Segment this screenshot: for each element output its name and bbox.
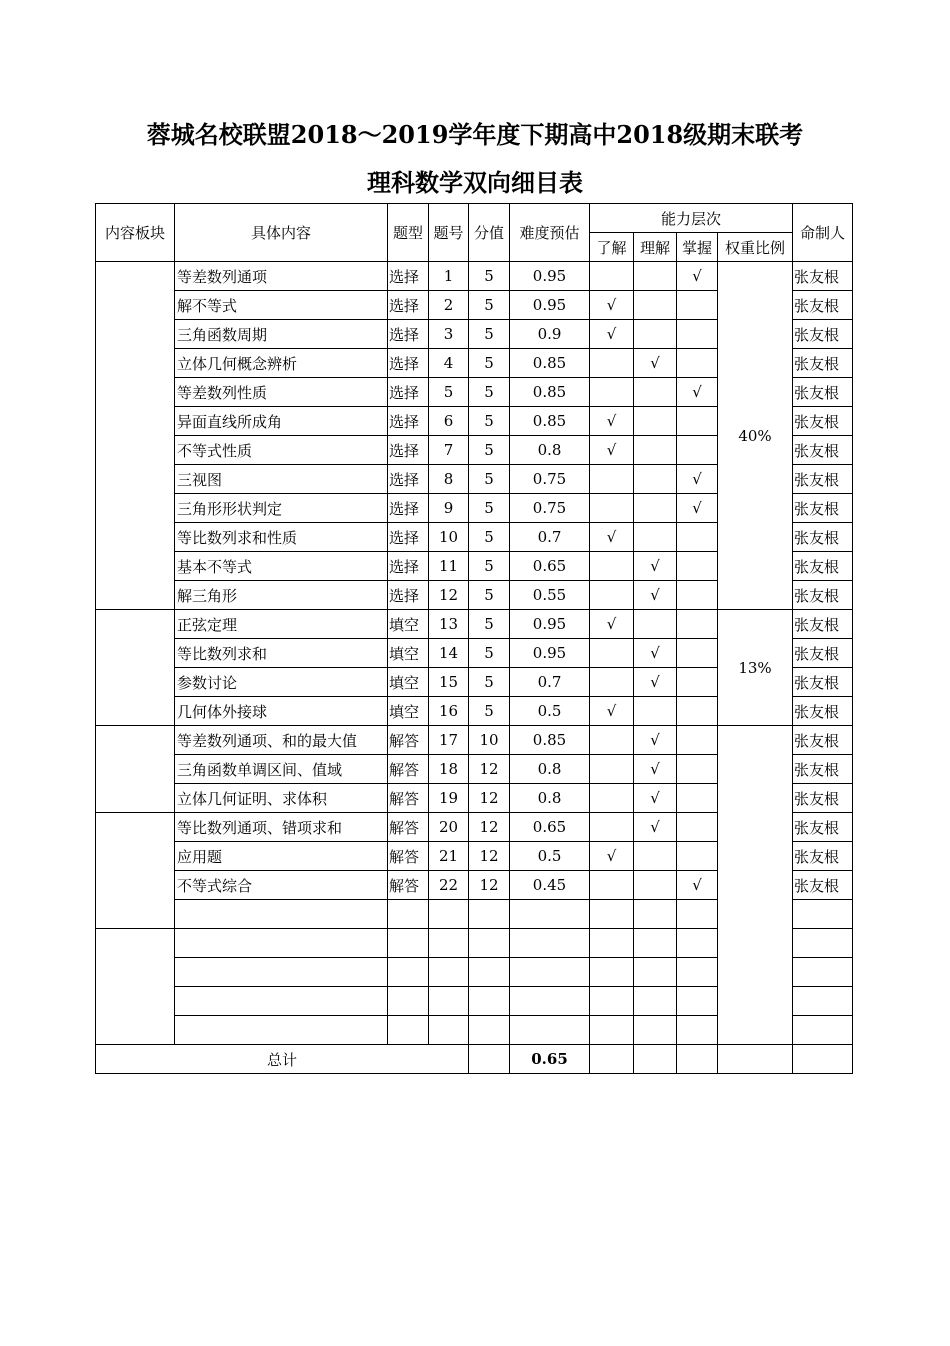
type-cell (388, 900, 429, 929)
master-cell (677, 900, 718, 929)
understand-basic-cell (590, 1016, 634, 1045)
difficulty-cell: 0.85 (510, 378, 590, 407)
understand-basic-cell: √ (590, 523, 634, 552)
understand-basic-cell (590, 726, 634, 755)
content-cell (175, 1016, 388, 1045)
author-cell: 张友根 (793, 813, 853, 842)
author-cell: 张友根 (793, 349, 853, 378)
difficulty-cell: 0.95 (510, 262, 590, 291)
difficulty-cell (510, 987, 590, 1016)
content-cell (175, 900, 388, 929)
type-cell: 选择 (388, 436, 429, 465)
type-cell: 选择 (388, 581, 429, 610)
difficulty-cell: 0.5 (510, 697, 590, 726)
understand-basic-cell (590, 552, 634, 581)
comprehend-cell (634, 262, 677, 291)
master-cell (677, 436, 718, 465)
master-cell (677, 407, 718, 436)
content-cell: 正弦定理 (175, 610, 388, 639)
understand-basic-cell: √ (590, 697, 634, 726)
author-cell: 张友根 (793, 552, 853, 581)
type-cell: 解答 (388, 726, 429, 755)
difficulty-cell: 0.95 (510, 610, 590, 639)
comprehend-cell: √ (634, 726, 677, 755)
comprehend-cell: √ (634, 784, 677, 813)
score-cell: 5 (469, 465, 510, 494)
header-understand-basic: 了解 (590, 233, 634, 262)
comprehend-cell (634, 697, 677, 726)
difficulty-cell (510, 958, 590, 987)
score-cell: 5 (469, 494, 510, 523)
content-cell: 三视图 (175, 465, 388, 494)
type-cell (388, 987, 429, 1016)
type-cell: 填空 (388, 697, 429, 726)
understand-basic-cell: √ (590, 407, 634, 436)
master-cell (677, 668, 718, 697)
total-blank-cell (677, 1045, 718, 1074)
author-cell: 张友根 (793, 262, 853, 291)
author-cell: 张友根 (793, 610, 853, 639)
master-cell (677, 958, 718, 987)
header-section: 内容板块 (96, 204, 175, 262)
section-cell (96, 813, 175, 929)
number-cell: 5 (429, 378, 469, 407)
comprehend-cell: √ (634, 349, 677, 378)
author-cell: 张友根 (793, 726, 853, 755)
master-cell: √ (677, 871, 718, 900)
difficulty-cell: 0.85 (510, 349, 590, 378)
comprehend-cell: √ (634, 639, 677, 668)
author-cell: 张友根 (793, 494, 853, 523)
author-cell: 张友根 (793, 581, 853, 610)
author-cell: 张友根 (793, 436, 853, 465)
understand-basic-cell (590, 262, 634, 291)
number-cell (429, 1016, 469, 1045)
type-cell: 解答 (388, 842, 429, 871)
author-cell (793, 1016, 853, 1045)
difficulty-cell: 0.8 (510, 436, 590, 465)
author-cell: 张友根 (793, 465, 853, 494)
difficulty-cell: 0.75 (510, 465, 590, 494)
header-comprehend: 理解 (634, 233, 677, 262)
number-cell: 18 (429, 755, 469, 784)
difficulty-cell: 0.5 (510, 842, 590, 871)
understand-basic-cell (590, 668, 634, 697)
content-cell (175, 929, 388, 958)
number-cell: 6 (429, 407, 469, 436)
master-cell: √ (677, 378, 718, 407)
type-cell (388, 958, 429, 987)
score-cell: 5 (469, 436, 510, 465)
score-cell: 12 (469, 784, 510, 813)
difficulty-cell: 0.8 (510, 755, 590, 784)
author-cell (793, 929, 853, 958)
score-cell: 5 (469, 639, 510, 668)
understand-basic-cell (590, 813, 634, 842)
score-cell: 5 (469, 378, 510, 407)
number-cell (429, 987, 469, 1016)
understand-basic-cell (590, 639, 634, 668)
content-cell: 参数讨论 (175, 668, 388, 697)
content-cell: 立体几何概念辨析 (175, 349, 388, 378)
author-cell: 张友根 (793, 639, 853, 668)
comprehend-cell (634, 871, 677, 900)
understand-basic-cell: √ (590, 320, 634, 349)
comprehend-cell (634, 987, 677, 1016)
weight-cell (718, 726, 793, 1045)
understand-basic-cell (590, 958, 634, 987)
header-ability: 能力层次 (590, 204, 793, 233)
total-label: 总计 (96, 1045, 469, 1074)
understand-basic-cell (590, 494, 634, 523)
document-subtitle: 理科数学双向细目表 (367, 168, 583, 197)
score-cell: 5 (469, 581, 510, 610)
header-content: 具体内容 (175, 204, 388, 262)
comprehend-cell (634, 900, 677, 929)
header-difficulty: 难度预估 (510, 204, 590, 262)
score-cell: 10 (469, 726, 510, 755)
understand-basic-cell (590, 465, 634, 494)
comprehend-cell (634, 1016, 677, 1045)
number-cell: 21 (429, 842, 469, 871)
master-cell: √ (677, 465, 718, 494)
content-cell: 等比数列求和 (175, 639, 388, 668)
difficulty-cell: 0.65 (510, 552, 590, 581)
understand-basic-cell (590, 349, 634, 378)
author-cell: 张友根 (793, 697, 853, 726)
weight-cell: 13% (718, 610, 793, 726)
comprehend-cell (634, 610, 677, 639)
difficulty-cell: 0.95 (510, 291, 590, 320)
number-cell: 8 (429, 465, 469, 494)
author-cell (793, 900, 853, 929)
score-cell: 5 (469, 610, 510, 639)
master-cell (677, 349, 718, 378)
master-cell (677, 755, 718, 784)
score-cell (469, 958, 510, 987)
comprehend-cell (634, 523, 677, 552)
score-cell: 5 (469, 349, 510, 378)
difficulty-cell: 0.45 (510, 871, 590, 900)
author-cell: 张友根 (793, 378, 853, 407)
understand-basic-cell (590, 581, 634, 610)
number-cell: 15 (429, 668, 469, 697)
content-cell: 解不等式 (175, 291, 388, 320)
comprehend-cell: √ (634, 552, 677, 581)
score-cell (469, 1016, 510, 1045)
master-cell (677, 639, 718, 668)
type-cell: 选择 (388, 320, 429, 349)
type-cell: 选择 (388, 523, 429, 552)
score-cell (469, 929, 510, 958)
author-cell: 张友根 (793, 755, 853, 784)
score-cell: 12 (469, 842, 510, 871)
content-cell: 三角函数单调区间、值域 (175, 755, 388, 784)
specification-table (95, 203, 853, 1074)
section-cell (96, 262, 175, 610)
type-cell: 解答 (388, 755, 429, 784)
comprehend-cell: √ (634, 813, 677, 842)
type-cell: 填空 (388, 639, 429, 668)
understand-basic-cell (590, 784, 634, 813)
total-row (96, 1045, 853, 1074)
header-type: 题型 (388, 204, 429, 262)
difficulty-cell: 0.8 (510, 784, 590, 813)
number-cell: 2 (429, 291, 469, 320)
number-cell: 1 (429, 262, 469, 291)
content-cell: 三角函数周期 (175, 320, 388, 349)
score-cell: 12 (469, 755, 510, 784)
table-row (96, 610, 853, 639)
number-cell: 7 (429, 436, 469, 465)
number-cell: 4 (429, 349, 469, 378)
author-cell: 张友根 (793, 291, 853, 320)
number-cell (429, 900, 469, 929)
difficulty-cell: 0.55 (510, 581, 590, 610)
section-cell (96, 726, 175, 813)
total-blank-cell (590, 1045, 634, 1074)
number-cell: 22 (429, 871, 469, 900)
comprehend-cell (634, 320, 677, 349)
score-cell: 12 (469, 813, 510, 842)
score-cell (469, 987, 510, 1016)
difficulty-cell (510, 929, 590, 958)
type-cell: 选择 (388, 494, 429, 523)
comprehend-cell: √ (634, 755, 677, 784)
content-cell: 等差数列性质 (175, 378, 388, 407)
difficulty-cell: 0.65 (510, 813, 590, 842)
content-cell: 应用题 (175, 842, 388, 871)
type-cell: 解答 (388, 813, 429, 842)
comprehend-cell: √ (634, 668, 677, 697)
number-cell: 14 (429, 639, 469, 668)
master-cell (677, 726, 718, 755)
comprehend-cell (634, 407, 677, 436)
score-cell: 12 (469, 871, 510, 900)
header-master: 掌握 (677, 233, 718, 262)
type-cell: 选择 (388, 378, 429, 407)
understand-basic-cell: √ (590, 842, 634, 871)
author-cell: 张友根 (793, 523, 853, 552)
comprehend-cell (634, 378, 677, 407)
content-cell: 不等式性质 (175, 436, 388, 465)
difficulty-cell: 0.85 (510, 726, 590, 755)
author-cell (793, 987, 853, 1016)
content-cell: 解三角形 (175, 581, 388, 610)
master-cell (677, 813, 718, 842)
author-cell: 张友根 (793, 842, 853, 871)
comprehend-cell (634, 465, 677, 494)
score-cell: 5 (469, 552, 510, 581)
comprehend-cell (634, 929, 677, 958)
type-cell (388, 929, 429, 958)
type-cell: 选择 (388, 552, 429, 581)
content-cell: 基本不等式 (175, 552, 388, 581)
score-cell: 5 (469, 407, 510, 436)
number-cell: 12 (429, 581, 469, 610)
master-cell (677, 320, 718, 349)
number-cell (429, 929, 469, 958)
author-cell: 张友根 (793, 407, 853, 436)
understand-basic-cell (590, 378, 634, 407)
master-cell (677, 697, 718, 726)
score-cell: 5 (469, 320, 510, 349)
master-cell (677, 523, 718, 552)
comprehend-cell: √ (634, 581, 677, 610)
understand-basic-cell (590, 871, 634, 900)
section-cell (96, 929, 175, 1045)
score-cell: 5 (469, 523, 510, 552)
type-cell: 选择 (388, 262, 429, 291)
difficulty-cell (510, 900, 590, 929)
score-cell: 5 (469, 262, 510, 291)
number-cell: 19 (429, 784, 469, 813)
master-cell (677, 1016, 718, 1045)
difficulty-cell: 0.95 (510, 639, 590, 668)
difficulty-cell: 0.7 (510, 668, 590, 697)
master-cell (677, 610, 718, 639)
content-cell: 等差数列通项 (175, 262, 388, 291)
type-cell: 选择 (388, 407, 429, 436)
master-cell (677, 929, 718, 958)
understand-basic-cell (590, 987, 634, 1016)
author-cell (793, 958, 853, 987)
table-row (96, 726, 853, 755)
content-cell: 不等式综合 (175, 871, 388, 900)
total-difficulty: 0.65 (510, 1045, 590, 1074)
content-cell: 等差数列通项、和的最大值 (175, 726, 388, 755)
content-cell: 异面直线所成角 (175, 407, 388, 436)
score-cell: 5 (469, 291, 510, 320)
content-cell: 等比数列通项、错项求和 (175, 813, 388, 842)
weight-cell: 40% (718, 262, 793, 610)
content-cell: 等比数列求和性质 (175, 523, 388, 552)
master-cell (677, 842, 718, 871)
understand-basic-cell: √ (590, 291, 634, 320)
number-cell (429, 958, 469, 987)
difficulty-cell: 0.7 (510, 523, 590, 552)
master-cell (677, 581, 718, 610)
score-cell: 5 (469, 668, 510, 697)
header-author: 命制人 (793, 204, 853, 262)
number-cell: 9 (429, 494, 469, 523)
master-cell (677, 987, 718, 1016)
type-cell: 填空 (388, 668, 429, 697)
section-cell (96, 610, 175, 726)
difficulty-cell: 0.9 (510, 320, 590, 349)
author-cell: 张友根 (793, 668, 853, 697)
understand-basic-cell (590, 929, 634, 958)
document-title: 蓉城名校联盟2018～2019学年度下期高中2018级期末联考 (146, 120, 804, 149)
type-cell: 填空 (388, 610, 429, 639)
author-cell: 张友根 (793, 320, 853, 349)
master-cell (677, 784, 718, 813)
header-score: 分值 (469, 204, 510, 262)
header-weight: 权重比例 (718, 233, 793, 262)
understand-basic-cell: √ (590, 436, 634, 465)
type-cell: 选择 (388, 349, 429, 378)
type-cell: 选择 (388, 465, 429, 494)
author-cell: 张友根 (793, 871, 853, 900)
score-cell: 5 (469, 697, 510, 726)
score-cell (469, 900, 510, 929)
type-cell: 解答 (388, 871, 429, 900)
header-number: 题号 (429, 204, 469, 262)
number-cell: 17 (429, 726, 469, 755)
content-cell (175, 958, 388, 987)
total-blank-cell (793, 1045, 853, 1074)
content-cell: 几何体外接球 (175, 697, 388, 726)
number-cell: 10 (429, 523, 469, 552)
total-score-cell (469, 1045, 510, 1074)
author-cell: 张友根 (793, 784, 853, 813)
number-cell: 3 (429, 320, 469, 349)
content-cell: 立体几何证明、求体积 (175, 784, 388, 813)
comprehend-cell (634, 436, 677, 465)
type-cell (388, 1016, 429, 1045)
type-cell: 解答 (388, 784, 429, 813)
master-cell: √ (677, 494, 718, 523)
understand-basic-cell (590, 900, 634, 929)
comprehend-cell (634, 958, 677, 987)
comprehend-cell (634, 291, 677, 320)
table-row (96, 262, 853, 291)
content-cell (175, 987, 388, 1016)
understand-basic-cell (590, 755, 634, 784)
number-cell: 11 (429, 552, 469, 581)
content-cell: 三角形形状判定 (175, 494, 388, 523)
number-cell: 20 (429, 813, 469, 842)
total-blank-cell (634, 1045, 677, 1074)
type-cell: 选择 (388, 291, 429, 320)
master-cell (677, 291, 718, 320)
difficulty-cell: 0.75 (510, 494, 590, 523)
number-cell: 13 (429, 610, 469, 639)
difficulty-cell (510, 1016, 590, 1045)
total-blank-cell (718, 1045, 793, 1074)
master-cell: √ (677, 262, 718, 291)
comprehend-cell (634, 494, 677, 523)
number-cell: 16 (429, 697, 469, 726)
master-cell (677, 552, 718, 581)
difficulty-cell: 0.85 (510, 407, 590, 436)
understand-basic-cell: √ (590, 610, 634, 639)
comprehend-cell (634, 842, 677, 871)
